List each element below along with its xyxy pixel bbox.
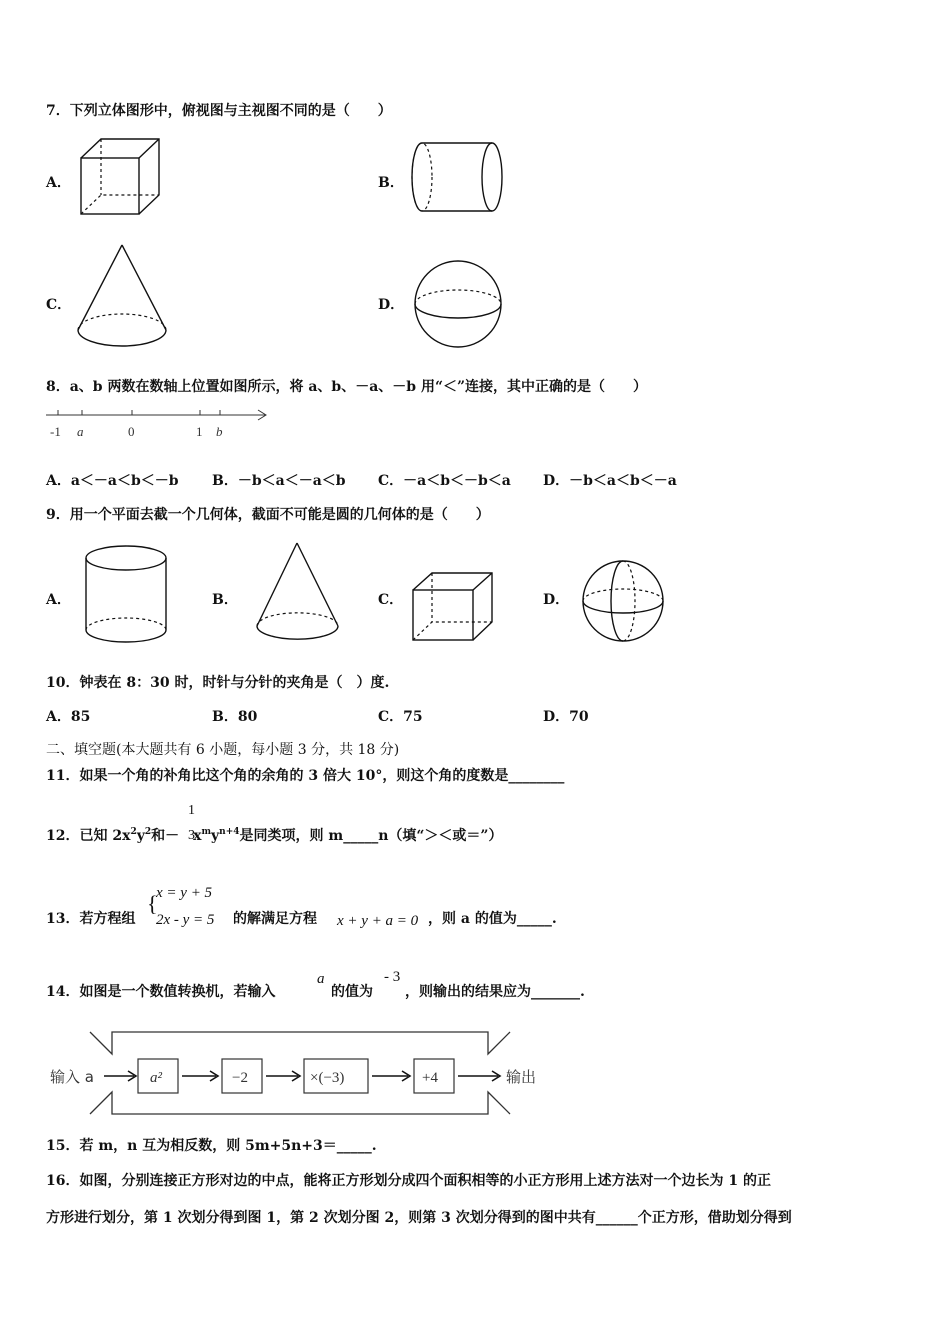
q9-option-b-label[interactable]: B． <box>212 592 238 608</box>
machine-step-square: a² <box>150 1070 162 1086</box>
q7-option-d-label[interactable]: D． <box>378 297 405 313</box>
machine-output-label: 输出 <box>506 1068 537 1086</box>
section-heading: 二、填空题(本大题共有 6 小题，每小题 3 分，共 18 分) <box>46 742 400 758</box>
q13-mid: 的解满足方程 <box>233 911 317 927</box>
q7-option-a-label[interactable]: A． <box>46 175 71 191</box>
q14-prefix: 14．如图是一个数值转换机，若输入 <box>46 984 276 1000</box>
q7-option-c-label[interactable]: C． <box>46 297 72 313</box>
q9-sphere-figure <box>580 558 666 644</box>
q10-option-d[interactable]: D．70 <box>543 709 589 725</box>
q16-line-1: 16．如图，分别连接正方形对边的中点，能将正方形划分成四个面积相等的小正方形用上述方法对一个边长为 1 的正 <box>46 1173 771 1189</box>
q9-stem: 9．用一个平面去截一个几何体，截面不可能是圆的几何体的是（ ） <box>46 507 490 523</box>
q7-cylinder-figure <box>410 140 506 214</box>
q13-suffix: ，则 a 的值为_____. <box>428 911 557 927</box>
q14-mid: 的值为 <box>331 984 373 1000</box>
q13-equation-2: 2x - y = 5 <box>156 912 215 928</box>
q13-equation-1: x = y + 5 <box>156 885 213 901</box>
q8-option-b[interactable]: B．－b＜a＜－a＜b <box>212 473 346 489</box>
machine-step-minus-two: −2 <box>232 1070 248 1086</box>
q7-option-b-label[interactable]: B． <box>378 175 404 191</box>
q10-option-c[interactable]: C．75 <box>378 709 423 725</box>
q15-text: 15．若 m，n 互为相反数，则 5m+5n+3＝_____. <box>46 1138 377 1154</box>
q7-cube-figure <box>78 136 164 218</box>
machine-input-label: 输入 a <box>50 1068 94 1086</box>
q10-stem: 10．钟表在 8：30 时，时针与分针的夹角是（ ）度. <box>46 675 390 691</box>
q9-cylinder-figure <box>80 544 172 646</box>
machine-step-times-neg-three: ×(−3) <box>310 1070 345 1086</box>
q10-option-b[interactable]: B．80 <box>212 709 258 725</box>
q16-line-2: 方形进行划分，第 1 次划分得到图 1，第 2 次划分图 2，则第 3 次划分得到的图中共有______个正方形，借助划分得到 <box>46 1210 792 1226</box>
q14-variable: a <box>317 971 325 987</box>
q13-prefix: 13．若方程组 <box>46 911 136 927</box>
q9-option-d-label[interactable]: D． <box>543 592 570 608</box>
axis-label-a: a <box>77 424 84 439</box>
q12-fraction-denominator: 3 <box>188 828 195 843</box>
q8-option-c[interactable]: C．－a＜b＜－b＜a <box>378 473 511 489</box>
q14-conversion-machine <box>46 1030 556 1116</box>
q8-stem: 8．a、b 两数在数轴上位置如图所示，将 a、b、－a、－b 用“＜”连接，其中正确的是（ ） <box>46 379 648 395</box>
q13-brace: { <box>147 891 158 916</box>
q7-cone-figure <box>74 242 170 350</box>
q7-sphere-figure <box>412 258 504 350</box>
q8-option-a[interactable]: A．a＜－a＜b＜－b <box>46 473 179 489</box>
q13-equation-3: x + y + a = 0 <box>337 913 419 929</box>
q9-cube-figure <box>410 570 496 644</box>
q14-value: - 3 <box>384 969 401 985</box>
q10-option-a[interactable]: A．85 <box>46 709 91 725</box>
q12-text: 12．已知 $2x^2y^2$和－ $x^my^{n+4}$是同类项，则 m_____n（填“＞＜或＝”） <box>46 827 503 844</box>
q8-option-d[interactable]: D．－b＜a＜b＜－a <box>543 473 677 489</box>
q12-fraction-numerator: 1 <box>188 803 195 818</box>
q11-text: 11．如果一个角的补角比这个角的余角的 3 倍大 10°，则这个角的度数是________ <box>46 768 565 784</box>
q9-cone-figure <box>254 540 342 644</box>
axis-label-one: 1 <box>196 424 203 439</box>
machine-step-plus-four: +4 <box>422 1070 438 1086</box>
q14-suffix: ，则输出的结果应为_______. <box>405 984 585 1000</box>
q7-stem: 7．下列立体图形中，俯视图与主视图不同的是（ ） <box>46 103 392 119</box>
q8-number-line <box>44 404 276 444</box>
axis-label-neg1: -1 <box>50 424 61 439</box>
axis-label-zero: 0 <box>128 424 135 439</box>
q9-option-a-label[interactable]: A． <box>46 592 71 608</box>
axis-label-b: b <box>216 424 223 439</box>
q9-option-c-label[interactable]: C． <box>378 592 404 608</box>
